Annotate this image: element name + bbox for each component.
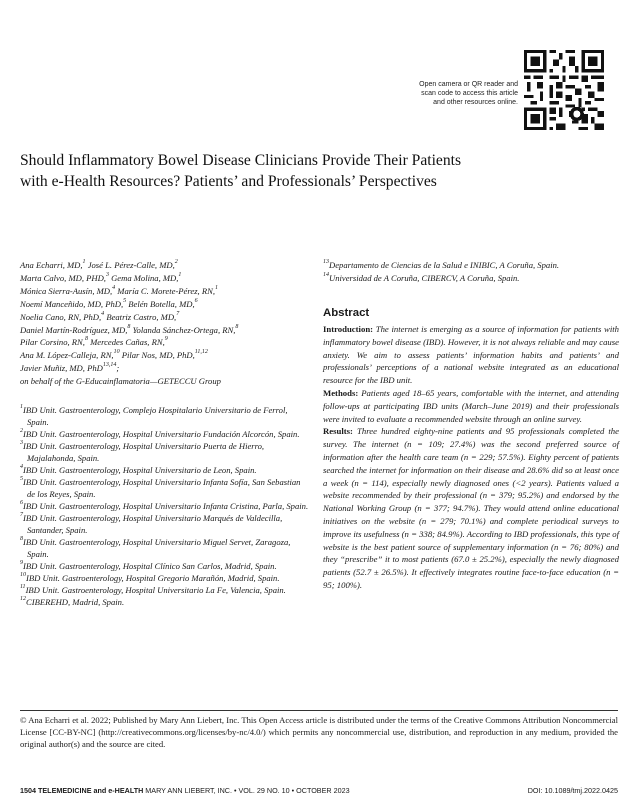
author-line [20,272,310,285]
author-line [20,375,310,388]
author-group: on behalf of the G-Educainflamatoria—GETECCU Group [20,376,221,387]
author-name: Gema Molina, MD, [108,272,179,283]
author-affil-ref: 8 [235,323,239,330]
affiliation-number: 6 [20,500,23,506]
affiliation-number: 5 [20,476,23,482]
affiliation-text: CIBEREHD, Madrid, Spain. [26,597,125,607]
author-name: Beatriz Castro, MD, [104,311,177,322]
author-affil-ref: 13,14 [102,362,117,369]
qr-note-line: Open camera or QR reader and [419,81,518,88]
author-affil-ref: 1 [214,284,218,291]
abstract-section [323,425,619,591]
author-line [20,324,310,337]
affiliation-number: 8 [20,536,23,542]
author-line [20,362,310,375]
affiliation-number: 13 [323,259,329,265]
doi[interactable]: DOI: 10.1089/tmj.2022.0425 [527,786,618,795]
author-name: Pilar Nos, MD, PhD, [119,350,195,361]
affiliation-number: 10 [20,572,26,578]
publisher-name: MARY ANN LIEBERT, INC. [145,786,232,795]
qr-code-icon[interactable] [524,50,604,130]
affiliation-text: IBD Unit. Gastroenterology, Hospital Universitario Marqués de Valdecilla, Santander, Spain. [23,513,283,535]
author-name: Noemí Manceñido, MD, PhD, [20,298,124,309]
affiliation-text: IBD Unit. Gastroenterology, Hospital Universitario Fundación Alcorcón, Spain. [23,429,300,439]
affiliation-item [20,440,310,464]
author-affil-ref: 1 [178,271,182,278]
author-affil-ref: 1 [82,259,86,265]
affiliation-number: 3 [20,440,23,446]
affiliation-text: IBD Unit. Gastroenterology, Hospital Universitario Infanta Cristina, Parla, Spain. [23,501,309,511]
affiliation-text: IBD Unit. Gastroenterology, Hospital Clínico San Carlos, Madrid, Spain. [23,561,277,571]
affiliation-item [20,512,310,536]
abstract-section [323,387,619,425]
affiliation-item [20,476,310,500]
footer-left: 1504 TELEMEDICINE and e-HEALTH MARY ANN LIEBERT, INC. • VOL. 29 NO. 10 • OCTOBER 2023 [20,786,350,795]
journal-name: TELEMEDICINE and e-HEALTH [38,786,144,795]
affiliation-number: 7 [20,512,23,518]
qr-instructions [386,80,518,107]
author-name: Noelia Cano, RN, PhD, [20,311,102,322]
page-number: 1504 [20,786,36,795]
author-line [20,349,310,362]
abstract-section-text: The internet is emerging as a source of information for patients with inflammatory bowel disease (IBD). However, it is not always reliable and may cause anxiety. We aim to assess patients’ information habits and patients’ and professionals’ perceptions of a national website integrated as an educational resource for the IBD unit. [323,324,619,386]
qr-note-line: and other resources online. [433,99,518,106]
license-statement: © Ana Echarri et al. 2022; Published by Mary Ann Liebert, Inc. This Open Access article is distributed under the terms of the Creative Commons Attribution Noncommercial License [CC-BY-NC] (http://creativecommons.org/licenses/by-nc/4.0/) which permits any noncommercial use, distribution, and reproduction in any medium, provided the original author(s) and the source are cited. [20,715,618,750]
abstract-section-label: Results: [323,426,353,437]
author-affil-ref: 8 [127,323,131,330]
author-name: Javier Muñiz, MD, PhD [20,363,103,374]
abstract-section-label: Introduction: [323,324,374,334]
affiliation-text: Departamento de Ciencias de la Salud e INIBIC, A Coruña, Spain. [329,260,560,270]
author-affil-ref: 9 [164,336,168,343]
affiliation-number: 1 [20,404,23,410]
author-affil-ref: 4 [101,310,105,317]
author-affil-ref: 2 [174,259,178,265]
affiliation-item [20,596,310,608]
abstract-heading: Abstract [323,307,370,319]
affiliation-list-right [323,259,618,285]
title-line: with e-Health Resources? Patients’ and Professionals’ Perspectives [20,173,437,190]
affiliation-text: IBD Unit. Gastroenterology, Hospital Universitario La Fe, Valencia, Spain. [25,585,286,595]
author-name: Belén Botella, MD, [126,298,195,309]
author-affil-ref: 7 [176,310,180,317]
author-line [20,298,310,311]
affiliation-text: Universidad de A Coruña, CIBERCV, A Coruña, Spain. [329,272,520,283]
author-name: María C. Morete-Pérez, RN, [115,285,215,296]
affiliation-number: 4 [20,464,23,470]
affiliation-text: IBD Unit. Gastroenterology, Hospital Universitario Puerta de Hierro, Majalahonda, Spain. [23,441,265,463]
article-title [20,150,580,192]
author-list [20,259,310,388]
author-line [20,285,310,298]
author-name: José L. Pérez-Calle, MD, [85,260,175,270]
author-name: Marta Calvo, MD, PHD, [20,272,106,283]
author-name: Ana M. López-Calleja, RN, [20,350,114,361]
affiliation-item [20,560,310,572]
author-affil-ref: 4 [112,284,116,291]
volume: VOL. 29 [238,786,265,795]
divider [20,710,618,711]
affiliation-text: IBD Unit. Gastroenterology, Hospital Gregorio Marañón, Madrid, Spain. [26,573,280,583]
author-name: Pilar Corsino, RN, [20,337,85,348]
author-affil-ref: 6 [194,297,198,304]
qr-note-line: scan code to access this article [421,90,518,97]
affiliation-item [20,404,310,428]
author-name: Daniel Martín-Rodríguez, MD, [20,324,128,335]
affiliation-text: IBD Unit. Gastroenterology, Hospital Universitario Infanta Sofía, San Sebastian de los Reyes, Spain. [23,477,301,499]
abstract-section [323,323,619,387]
affiliation-number: 11 [20,584,26,590]
affiliation-item [20,464,310,476]
abstract-section-label: Methods: [323,387,359,398]
affiliation-item [20,572,310,584]
affiliation-item [20,500,310,512]
author-name: Mónica Sierra-Ausín, MD, [20,285,113,296]
affiliation-number: 14 [323,271,329,278]
author-line [20,336,310,349]
author-affil-ref: 3 [105,271,109,278]
abstract-section-text: Patients aged 18–65 years, comfortable with the internet, and attending follow-ups at participating IBD units (March–June 2019) and their professionals were invited to evaluate a recommended website through an online survey. [323,387,619,424]
affiliation-item [323,259,618,272]
author-affil-ref: 5 [123,297,127,304]
title-line: Should Inflammatory Bowel Disease Clinicians Provide Their Patients [20,152,462,169]
author-name: ; [116,363,120,374]
affiliation-item [323,272,618,285]
author-affil-ref: 8 [84,336,88,343]
issue-number: NO. 10 [266,786,290,795]
author-name: Mercedes Cañas, RN, [87,337,165,348]
abstract-body [323,323,619,592]
author-affil-ref: 11,12 [194,349,208,356]
affiliation-item [20,584,310,596]
author-line [20,259,310,272]
author-name: Yolanda Sánchez-Ortega, RN, [130,324,236,335]
abstract-section-text: Three hundred eighty-nine patients and 95 professionals completed the survey. The internet (n = 109; 27.4%) was the second preferred source of information after the health care team (n = 229; 57.5%). Eighty percent of patients searched the internet for information on their disease and 28.6% did so at least once a week (n = 114), especially newly diagnosed ones (<2 years). Patients valued a website recommended by their professional (n = 379; 95.2%) and endorsed by the National Working Group (n = 377; 94.7%). They would attend online educational initiatives on the website (n = 279; 70.1%) and complete periodical surveys to improve its usefulness (n = 338; 84.9%). According to IBD professionals, this type of website is the best patient source of supplementary information (n = 76; 80%) and they “prescribe” it to most patients (67.0 ± 25.2%), especially the newly diagnosed patients (52.7 ± 26.5%). It effectively integrates routine face-to-face education (n = 95; 100%). [323,426,619,590]
affiliation-number: 12 [20,596,26,602]
author-name: Ana Echarri, MD, [20,260,83,270]
affiliation-list [20,404,310,608]
affiliation-item [20,428,310,440]
issue-date: OCTOBER 2023 [296,786,350,795]
affiliation-text: IBD Unit. Gastroenterology, Hospital Universitario de Leon, Spain. [23,465,257,475]
affiliation-number: 9 [20,560,23,566]
author-line [20,311,310,324]
affiliation-item [20,536,310,560]
affiliation-number: 2 [20,428,23,434]
author-affil-ref: 10 [113,349,120,356]
affiliation-text: IBD Unit. Gastroenterology, Hospital Universitario Miguel Servet, Zaragoza, Spain. [23,537,291,559]
affiliation-text: IBD Unit. Gastroenterology, Complejo Hospitalario Universitario de Ferrol, Spain. [23,405,288,427]
